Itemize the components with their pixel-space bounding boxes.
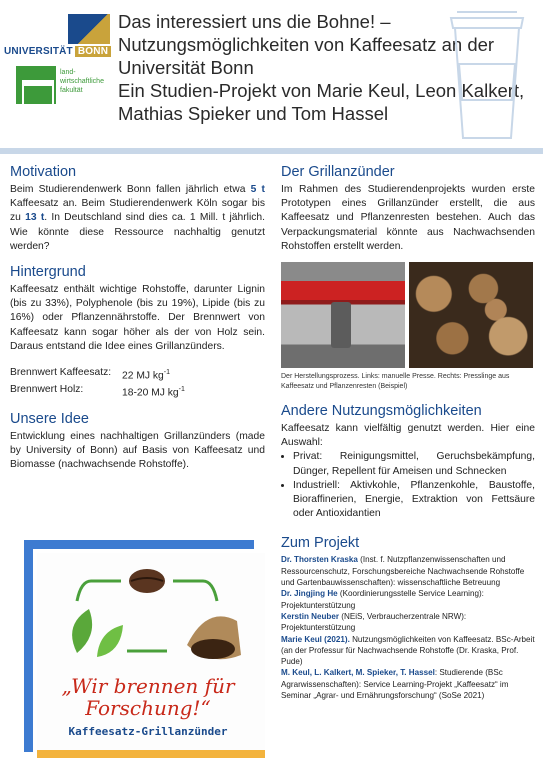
andere-list — [293, 450, 535, 521]
faculty-logo — [16, 66, 106, 106]
grillanzuender-heading: Der Grillanzünder — [281, 164, 395, 180]
projekt-section — [281, 535, 535, 701]
unit-exponent: -1 — [163, 369, 171, 377]
reference-entry — [281, 667, 535, 701]
brennwert-label: Brennwert Kaffeesatz: — [10, 367, 112, 379]
slogan-line: „Wir brennen für — [61, 674, 235, 698]
coffee-bean-icon — [129, 569, 165, 593]
plant-leaf-icon — [72, 609, 92, 653]
reference-entry — [281, 554, 535, 588]
slogan-poster — [24, 540, 254, 752]
university-logo-word: UNIVERSITÄT — [4, 46, 73, 57]
plant-leaf-icon — [97, 625, 123, 657]
reference-name: Dr. Thorsten Kraska — [281, 555, 358, 565]
brennwert-value-text: 18-20 MJ kg — [122, 387, 179, 399]
grillanzuender-text: Im Rahmen des Studierendenprojekts wurden erste Prototypen eines Grillanzünder erstellt, die aus Kaffeesatz und Pflanzenresten bestehen. Auch das Verpackungsmaterial könnte aus Nachwachsenden Rohstoffen erstellt werden. — [281, 184, 535, 252]
hintergrund-section — [10, 264, 265, 401]
poster-slogan — [37, 675, 259, 719]
coffee-cup-icon — [437, 4, 537, 144]
photo-row — [281, 262, 535, 368]
university-logo-mark — [68, 14, 110, 44]
title-authors-line: Mathias Spieker und Tom Hassel — [118, 103, 389, 124]
brennwert-row — [10, 366, 265, 383]
faculty-logo-text: land- wirtschaftliche fakultät — [60, 69, 104, 94]
slogan-line: Forschung!“ — [85, 696, 211, 720]
motivation-text-part: Beim Studierendenwerk Bonn fallen jährlich etwa — [10, 184, 251, 195]
reference-name: Kerstin Neuber — [281, 611, 340, 621]
motivation-heading: Motivation — [10, 164, 77, 180]
motivation-text-part: . In Deutschland sind dies ca. 1 Mill. t jährlich. Wie könnte diese Ressource nachhaltig genutzt werden? — [10, 212, 265, 252]
reference-entry — [281, 588, 535, 611]
title-line: Das interessiert uns die Bohne! – — [118, 11, 391, 32]
coffee-cycle-illustration — [37, 553, 259, 675]
projekt-heading: Zum Projekt — [281, 535, 360, 552]
reference-text: : Studierende (BSc Agrarwissenschaften): Service Learning-Projekt „Kaffeesatz“ im Seminar „Agrar- und Ernährungsforschung“ (SoSe 2021) — [281, 668, 509, 700]
andere-intro: Kaffeesatz kann vielfältig genutzt werden. Hier eine Auswahl: — [281, 423, 535, 449]
motivation-text — [10, 183, 265, 254]
reference-entry — [281, 634, 535, 668]
motivation-highlight-koeln: 13 t — [25, 212, 45, 224]
brennwert-value-text: 22 MJ kg — [122, 370, 164, 382]
reference-text: Nutzungsmöglichkeiten von Kaffeesatz. BSc-Arbeit (an der Professur für Nachwachsende Rohstoffe (Dr. Kraska, Prof. Pude) — [281, 634, 535, 667]
reference-name: Dr. Jingjing He — [281, 589, 338, 599]
unit-exponent: -1 — [178, 386, 185, 394]
motivation-highlight-bonn: 5 t — [250, 184, 265, 195]
title-line: Universität Bonn — [118, 57, 254, 78]
brennwert-value — [122, 366, 170, 383]
slogan-poster-inner — [37, 553, 265, 758]
grillanzuender-section — [281, 164, 535, 391]
brennwert-value — [122, 383, 185, 400]
header-divider — [0, 148, 543, 154]
andere-heading: Andere Nutzungsmöglichkeiten — [281, 403, 482, 420]
poster-header — [0, 0, 543, 150]
hintergrund-heading: Hintergrund — [10, 264, 86, 281]
reference-entry — [281, 611, 535, 634]
motivation-text-part: Kaffeesatz an. Beim Studierendenwerk Köln sogar bis zu — [10, 198, 265, 224]
list-item: • Industriell: Aktivkohle, Pflanzenkohle, Baustoffe, Bioraffinerien, Energie, Extraktion von Fettsäure oder Antioxidantien — [293, 479, 535, 522]
pressed-pellets-photo — [409, 262, 533, 368]
university-logo-wordmark — [4, 46, 111, 57]
reference-text: (Koordinierungsstelle Service Learning): Projektunterstützung — [281, 589, 484, 610]
motivation-section — [10, 164, 265, 254]
reference-text: (NEiS, Verbraucherzentrale NRW): Projektunterstützung — [281, 611, 467, 633]
right-column — [281, 164, 535, 701]
title-authors-line: Ein Studien-Projekt von Marie Keul, Leon Kalkert, — [118, 80, 525, 101]
cycle-arrow — [77, 581, 121, 601]
left-column — [10, 164, 265, 472]
idee-text: Entwicklung eines nachhaltigen Grillanzünders (made by University of Bonn) auf Basis von Kaffeesatz und Biomasse (nachwachsende Rohstoffe). — [10, 430, 265, 471]
university-bonn-logo — [4, 14, 110, 60]
idee-heading: Unsere Idee — [10, 410, 89, 427]
list-item: • Privat: Reinigungsmittel, Geruchsbekämpfung, Dünger, Repellent für Ameisen und Schnecken — [293, 450, 535, 478]
university-logo-bonn: BONN — [75, 46, 111, 57]
andere-section — [281, 403, 535, 521]
faculty-building-icon — [16, 66, 56, 104]
cycle-arrow — [173, 581, 217, 601]
title-line: Nutzungsmöglichkeiten von Kaffeesatz an der — [118, 34, 495, 55]
reference-name: Marie Keul (2021). — [281, 634, 350, 644]
poster-accent-bar — [37, 750, 265, 758]
idee-section — [10, 411, 265, 473]
brennwert-label: Brennwert Holz: — [10, 384, 84, 396]
brennwert-row — [10, 383, 265, 400]
hintergrund-text: Kaffeesatz enthält wichtige Rohstoffe, darunter Lignin (bis zu 33%), Polyphenole (bis zu 19%), Lipide (bis zu 16%) oder Pflanzennährstoffe. Der Brennwert von Kaffeesatz kann sogar höher als der von Holz sein. Daraus entstand die Idee eines Grillanzünders. — [10, 284, 265, 352]
poster-subtitle: Kaffeesatz-Grillanzünder — [68, 725, 228, 738]
reference-text: (Inst. f. Nutzpflanzenwissenschaften und Ressourcenschutz, Forschungsbereiche Nachwachsende Rohstoffe und Gartenbauwissenschaften): wissenschaftliche Betreuung — [281, 555, 525, 588]
photo-caption: Der Herstellungsprozess. Links: manuelle Presse. Rechts: Presslinge aus Kaffeesatz und Pflanzenresten (Beispiel) — [281, 373, 510, 390]
manual-press-photo — [281, 262, 405, 368]
reference-name: M. Keul, L. Kalkert, M. Spieker, T. Hassel — [281, 668, 435, 678]
